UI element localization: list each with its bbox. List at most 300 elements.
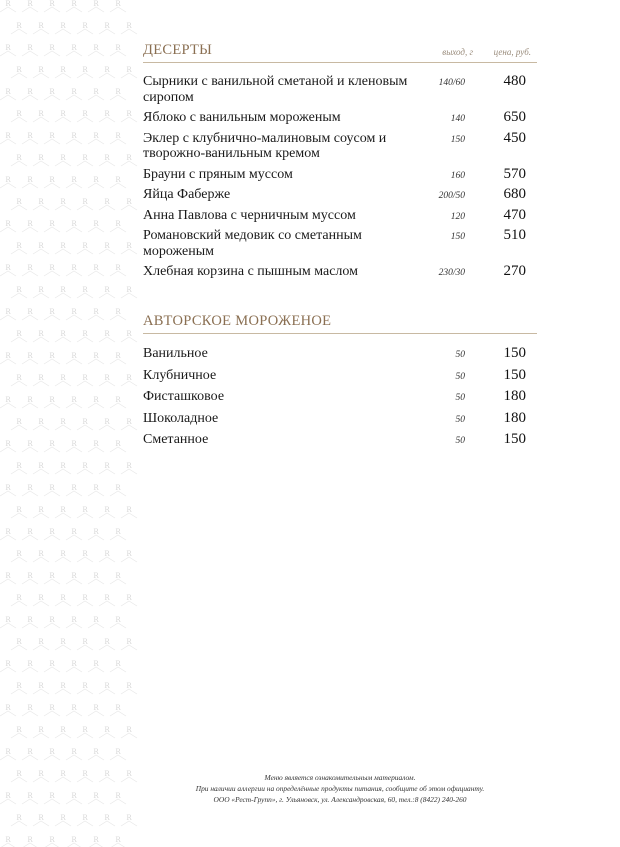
menu-item: [143, 264, 537, 280]
svg-text:R: R: [49, 748, 55, 756]
svg-text:R: R: [71, 484, 77, 492]
svg-text:R: R: [60, 726, 66, 734]
svg-text:R: R: [38, 198, 44, 206]
menu-item-yield: 50: [455, 393, 465, 403]
menu-item-yield: 50: [455, 371, 465, 382]
svg-text:R: R: [93, 44, 99, 52]
menu-item-price: 270: [503, 263, 526, 279]
svg-text:R: R: [5, 0, 11, 8]
menu-item-price: 570: [503, 165, 526, 182]
svg-text:R: R: [27, 220, 33, 228]
menu-item: [143, 110, 537, 126]
svg-text:R: R: [16, 198, 22, 206]
svg-text:R: R: [60, 506, 66, 514]
menu-item-name: Клубничное: [143, 367, 217, 383]
svg-text:R: R: [27, 572, 33, 580]
svg-text:R: R: [93, 440, 99, 448]
svg-text:R: R: [49, 220, 55, 228]
svg-text:R: R: [27, 44, 33, 52]
svg-text:R: R: [82, 198, 88, 206]
monogram-pattern-svg: [0, 0, 132, 847]
svg-text:R: R: [60, 682, 66, 690]
svg-text:R: R: [71, 396, 77, 404]
svg-text:R: R: [49, 660, 55, 668]
svg-text:R: R: [16, 682, 22, 690]
svg-text:R: R: [60, 550, 66, 558]
svg-text:R: R: [5, 176, 11, 184]
icecream-list: [143, 346, 537, 448]
menu-item-price: 680: [503, 186, 526, 202]
svg-text:R: R: [71, 88, 77, 96]
desserts-header: [143, 42, 537, 63]
menu-item-yield: 140/60: [438, 78, 465, 88]
svg-text:R: R: [82, 286, 88, 294]
svg-text:R: R: [71, 308, 77, 316]
icecream-title: АВТОРСКОЕ МОРОЖЕНОЕ: [143, 313, 332, 329]
svg-text:R: R: [5, 660, 11, 668]
svg-text:R: R: [115, 88, 121, 96]
svg-text:R: R: [5, 440, 11, 448]
svg-text:R: R: [82, 22, 88, 30]
svg-text:R: R: [38, 110, 44, 118]
svg-text:R: R: [115, 484, 121, 492]
svg-text:R: R: [93, 704, 99, 712]
svg-text:R: R: [93, 220, 99, 228]
svg-text:R: R: [27, 484, 33, 492]
svg-text:R: R: [16, 462, 22, 470]
svg-text:R: R: [126, 22, 132, 30]
svg-text:R: R: [60, 418, 66, 426]
svg-text:R: R: [60, 110, 66, 118]
menu-item: [143, 346, 537, 362]
svg-text:R: R: [126, 462, 132, 470]
svg-text:R: R: [60, 198, 66, 206]
menu-item-price: 150: [503, 366, 526, 383]
svg-text:R: R: [71, 836, 77, 844]
menu-item-name: Сырники с ванильной сметаной и кленовым сиропом: [143, 74, 408, 105]
svg-text:R: R: [27, 176, 33, 184]
svg-text:R: R: [104, 462, 110, 470]
svg-text:R: R: [126, 682, 132, 690]
menu-item-yield: 50: [455, 414, 465, 425]
menu-item: [143, 389, 537, 405]
svg-text:R: R: [16, 22, 22, 30]
svg-text:R: R: [115, 792, 121, 800]
svg-text:R: R: [49, 792, 55, 800]
menu-item: [143, 187, 537, 203]
menu-item-name: Ванильное: [143, 346, 208, 361]
svg-text:R: R: [104, 594, 110, 602]
svg-text:R: R: [93, 748, 99, 756]
svg-text:R: R: [82, 550, 88, 558]
menu-item-name: Яйца Фаберже: [143, 187, 231, 202]
menu-item-price: 470: [503, 206, 526, 223]
menu-item-name: Брауни с пряным муссом: [143, 166, 293, 182]
svg-text:R: R: [71, 264, 77, 272]
svg-text:R: R: [115, 440, 121, 448]
svg-text:R: R: [104, 638, 110, 646]
svg-text:R: R: [104, 770, 110, 778]
svg-text:R: R: [82, 154, 88, 162]
svg-text:R: R: [60, 462, 66, 470]
footer-notice: [143, 772, 537, 805]
svg-text:R: R: [27, 264, 33, 272]
svg-text:R: R: [82, 638, 88, 646]
svg-text:R: R: [27, 836, 33, 844]
svg-text:R: R: [16, 330, 22, 338]
menu-item: [143, 368, 537, 384]
svg-text:R: R: [27, 0, 33, 8]
svg-text:R: R: [5, 616, 11, 624]
svg-text:R: R: [27, 616, 33, 624]
svg-text:R: R: [38, 682, 44, 690]
svg-text:R: R: [104, 286, 110, 294]
svg-text:R: R: [104, 330, 110, 338]
svg-text:R: R: [126, 242, 132, 250]
menu-item-name: Шоколадное: [143, 410, 219, 426]
svg-text:R: R: [71, 616, 77, 624]
menu-item: [143, 228, 537, 259]
menu-item: [143, 167, 537, 183]
svg-text:R: R: [16, 66, 22, 74]
svg-text:R: R: [49, 44, 55, 52]
svg-text:R: R: [82, 330, 88, 338]
svg-text:R: R: [27, 704, 33, 712]
svg-text:R: R: [60, 66, 66, 74]
svg-text:R: R: [71, 528, 77, 536]
svg-text:R: R: [5, 264, 11, 272]
svg-text:R: R: [115, 352, 121, 360]
svg-text:R: R: [38, 506, 44, 514]
svg-text:R: R: [38, 462, 44, 470]
svg-text:R: R: [104, 22, 110, 30]
svg-text:R: R: [16, 242, 22, 250]
menu-item-name: Сметанное: [143, 432, 209, 447]
svg-text:R: R: [104, 110, 110, 118]
svg-text:R: R: [16, 110, 22, 118]
svg-text:R: R: [5, 44, 11, 52]
svg-text:R: R: [82, 66, 88, 74]
svg-text:R: R: [93, 616, 99, 624]
svg-text:R: R: [38, 242, 44, 250]
svg-text:R: R: [16, 418, 22, 426]
menu-item-yield: 140: [450, 114, 465, 124]
svg-text:R: R: [126, 66, 132, 74]
svg-text:R: R: [16, 814, 22, 822]
svg-text:R: R: [82, 462, 88, 470]
svg-text:R: R: [104, 418, 110, 426]
icecream-header: [143, 313, 537, 334]
svg-text:R: R: [126, 418, 132, 426]
menu-item-price: 150: [503, 431, 526, 447]
svg-text:R: R: [49, 352, 55, 360]
menu-item-yield: 50: [455, 350, 465, 360]
svg-text:R: R: [49, 836, 55, 844]
menu-item-price: 450: [503, 129, 526, 146]
svg-text:R: R: [5, 132, 11, 140]
svg-text:R: R: [126, 770, 132, 778]
svg-text:R: R: [71, 0, 77, 8]
svg-text:R: R: [71, 132, 77, 140]
svg-text:R: R: [5, 352, 11, 360]
svg-text:R: R: [126, 286, 132, 294]
svg-text:R: R: [115, 660, 121, 668]
svg-text:R: R: [16, 550, 22, 558]
svg-text:R: R: [126, 814, 132, 822]
svg-text:R: R: [60, 770, 66, 778]
svg-text:R: R: [104, 242, 110, 250]
svg-text:R: R: [16, 770, 22, 778]
svg-text:R: R: [104, 506, 110, 514]
svg-text:R: R: [115, 44, 121, 52]
svg-text:R: R: [93, 88, 99, 96]
svg-text:R: R: [93, 836, 99, 844]
decorative-pattern: [0, 0, 132, 847]
svg-text:R: R: [16, 506, 22, 514]
svg-text:R: R: [60, 242, 66, 250]
footer-line-2: При наличии аллергии на определённые продукты питания, сообщите об этом официанту.: [195, 784, 485, 793]
svg-text:R: R: [93, 132, 99, 140]
svg-text:R: R: [27, 440, 33, 448]
svg-text:R: R: [93, 484, 99, 492]
svg-text:R: R: [16, 374, 22, 382]
price-column-header: цена, руб.: [493, 47, 531, 57]
svg-text:R: R: [38, 22, 44, 30]
svg-text:R: R: [16, 594, 22, 602]
menu-item-yield: 230/30: [438, 268, 465, 278]
svg-text:R: R: [93, 264, 99, 272]
svg-text:R: R: [115, 836, 121, 844]
svg-text:R: R: [27, 396, 33, 404]
svg-text:R: R: [49, 616, 55, 624]
svg-text:R: R: [38, 770, 44, 778]
svg-text:R: R: [104, 198, 110, 206]
svg-text:R: R: [38, 814, 44, 822]
svg-text:R: R: [126, 330, 132, 338]
footer-line-3: ООО «Рест-Групп», г. Ульяновск, ул. Александровская, 60, тел.:8 (8422) 240-260: [213, 795, 467, 804]
menu-item-name: Хлебная корзина с пышным маслом: [143, 264, 358, 279]
svg-text:R: R: [27, 352, 33, 360]
svg-text:R: R: [126, 506, 132, 514]
svg-text:R: R: [104, 154, 110, 162]
svg-text:R: R: [93, 572, 99, 580]
svg-text:R: R: [82, 242, 88, 250]
svg-text:R: R: [71, 176, 77, 184]
svg-text:R: R: [93, 308, 99, 316]
svg-text:R: R: [115, 748, 121, 756]
menu-item-name: Романовский медовик со сметанным мороженым: [143, 228, 362, 259]
svg-text:R: R: [93, 176, 99, 184]
menu-item-name: Анна Павлова с черничным муссом: [143, 207, 356, 223]
svg-text:R: R: [5, 396, 11, 404]
svg-text:R: R: [38, 638, 44, 646]
desserts-title: ДЕСЕРТЫ: [143, 42, 213, 58]
svg-text:R: R: [115, 572, 121, 580]
svg-text:R: R: [60, 286, 66, 294]
svg-text:R: R: [82, 506, 88, 514]
svg-text:R: R: [5, 572, 11, 580]
svg-text:R: R: [82, 814, 88, 822]
svg-text:R: R: [49, 176, 55, 184]
svg-text:R: R: [126, 154, 132, 162]
svg-text:R: R: [38, 374, 44, 382]
svg-text:R: R: [5, 836, 11, 844]
svg-text:R: R: [60, 374, 66, 382]
svg-text:R: R: [71, 220, 77, 228]
svg-text:R: R: [71, 572, 77, 580]
menu-item: [143, 131, 537, 162]
menu-item: [143, 208, 537, 224]
svg-text:R: R: [71, 44, 77, 52]
svg-text:R: R: [104, 374, 110, 382]
svg-text:R: R: [104, 550, 110, 558]
svg-text:R: R: [60, 154, 66, 162]
svg-text:R: R: [71, 352, 77, 360]
svg-text:R: R: [16, 286, 22, 294]
svg-text:R: R: [5, 484, 11, 492]
svg-text:R: R: [82, 682, 88, 690]
svg-text:R: R: [16, 726, 22, 734]
menu-item: [143, 432, 537, 448]
menu-item-price: 480: [503, 73, 526, 89]
svg-text:R: R: [71, 748, 77, 756]
menu-item-price: 180: [503, 388, 526, 404]
menu-item-yield: 150: [450, 134, 465, 145]
menu-item-name: Яблоко с ванильным мороженым: [143, 110, 341, 125]
menu-item-price: 510: [503, 227, 526, 243]
svg-text:R: R: [93, 528, 99, 536]
menu-item-price: 650: [503, 109, 526, 125]
svg-text:R: R: [115, 264, 121, 272]
menu-item-yield: 50: [455, 436, 465, 446]
svg-text:R: R: [27, 88, 33, 96]
svg-text:R: R: [27, 792, 33, 800]
svg-text:R: R: [5, 748, 11, 756]
footer-line-1: Меню является ознакомительным материалом.: [264, 773, 416, 782]
svg-text:R: R: [27, 748, 33, 756]
svg-text:R: R: [49, 528, 55, 536]
svg-text:R: R: [60, 330, 66, 338]
svg-text:R: R: [5, 88, 11, 96]
svg-text:R: R: [49, 572, 55, 580]
svg-text:R: R: [49, 132, 55, 140]
menu-item-yield: 120: [450, 211, 465, 222]
menu-item-price: 180: [503, 409, 526, 426]
menu-item-yield: 160: [450, 170, 465, 181]
menu-item-yield: 200/50: [438, 191, 465, 201]
svg-text:R: R: [104, 726, 110, 734]
svg-text:R: R: [82, 418, 88, 426]
svg-text:R: R: [5, 220, 11, 228]
svg-text:R: R: [49, 308, 55, 316]
svg-text:R: R: [126, 594, 132, 602]
svg-text:R: R: [82, 726, 88, 734]
svg-text:R: R: [115, 704, 121, 712]
svg-text:R: R: [38, 286, 44, 294]
svg-text:R: R: [60, 594, 66, 602]
svg-text:R: R: [115, 528, 121, 536]
svg-text:R: R: [115, 132, 121, 140]
svg-text:R: R: [38, 418, 44, 426]
svg-text:R: R: [49, 0, 55, 8]
svg-text:R: R: [82, 594, 88, 602]
svg-text:R: R: [49, 484, 55, 492]
svg-text:R: R: [104, 814, 110, 822]
svg-text:R: R: [115, 396, 121, 404]
svg-text:R: R: [126, 550, 132, 558]
svg-text:R: R: [93, 660, 99, 668]
svg-text:R: R: [115, 176, 121, 184]
svg-text:R: R: [60, 814, 66, 822]
svg-text:R: R: [93, 0, 99, 8]
svg-text:R: R: [93, 792, 99, 800]
svg-text:R: R: [82, 770, 88, 778]
svg-text:R: R: [5, 792, 11, 800]
desserts-list: [143, 74, 537, 280]
svg-text:R: R: [16, 154, 22, 162]
svg-text:R: R: [38, 550, 44, 558]
svg-text:R: R: [5, 308, 11, 316]
svg-text:R: R: [126, 374, 132, 382]
menu-item-name: Фисташковое: [143, 389, 225, 404]
svg-text:R: R: [93, 352, 99, 360]
svg-text:R: R: [104, 66, 110, 74]
svg-text:R: R: [126, 726, 132, 734]
svg-text:R: R: [82, 374, 88, 382]
svg-text:R: R: [60, 22, 66, 30]
svg-text:R: R: [38, 66, 44, 74]
svg-text:R: R: [49, 440, 55, 448]
svg-text:R: R: [5, 704, 11, 712]
svg-text:R: R: [71, 792, 77, 800]
svg-text:R: R: [49, 704, 55, 712]
svg-text:R: R: [71, 704, 77, 712]
svg-text:R: R: [82, 110, 88, 118]
svg-text:R: R: [38, 154, 44, 162]
svg-text:R: R: [126, 110, 132, 118]
svg-text:R: R: [38, 330, 44, 338]
svg-text:R: R: [38, 594, 44, 602]
menu-item: [143, 74, 537, 105]
svg-text:R: R: [16, 638, 22, 646]
svg-text:R: R: [115, 0, 121, 8]
svg-text:R: R: [60, 638, 66, 646]
svg-text:R: R: [27, 660, 33, 668]
svg-text:R: R: [49, 88, 55, 96]
svg-text:R: R: [27, 528, 33, 536]
svg-text:R: R: [126, 198, 132, 206]
menu-item-yield: 150: [450, 232, 465, 242]
menu-item-price: 150: [503, 345, 526, 361]
svg-text:R: R: [71, 660, 77, 668]
menu-item: [143, 411, 537, 427]
svg-text:R: R: [27, 132, 33, 140]
svg-text:R: R: [5, 528, 11, 536]
svg-text:R: R: [38, 726, 44, 734]
svg-text:R: R: [49, 264, 55, 272]
svg-text:R: R: [115, 616, 121, 624]
svg-text:R: R: [115, 308, 121, 316]
svg-text:R: R: [27, 308, 33, 316]
svg-text:R: R: [93, 396, 99, 404]
yield-column-header: выход, г: [442, 47, 473, 57]
svg-text:R: R: [104, 682, 110, 690]
svg-text:R: R: [126, 638, 132, 646]
svg-text:R: R: [71, 440, 77, 448]
menu-item-name: Эклер с клубнично-малиновым соусом и творожно-ванильным кремом: [143, 130, 387, 161]
svg-text:R: R: [49, 396, 55, 404]
svg-text:R: R: [115, 220, 121, 228]
